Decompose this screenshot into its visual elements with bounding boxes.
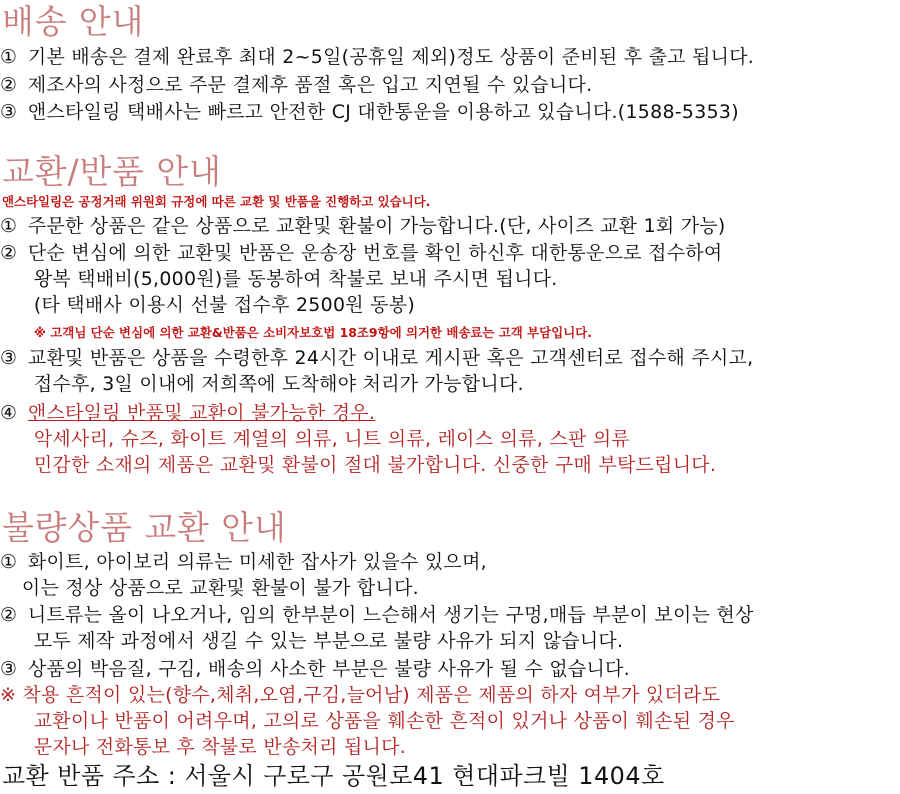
item-number: ① [0,551,18,573]
exchange-item-text: (타 택배사 이용시 선불 접수후 2500원 동봉) [33,294,415,316]
return-address [0,760,900,792]
defect-note-text: ※ 착용 흔적이 있는(향수,체취,오염,구김,늘어남) 제품은 제품의 하자 여부가 있더라도 [0,684,721,706]
defect-item-text: 모두 제작 과정에서 생길 수 있는 부분으로 불량 사유가 되지 않습니다. [33,630,624,652]
item-number: ② [0,242,18,264]
exchange-item-text: 단순 변심에 의한 교환및 반품은 운송장 번호를 확인 하신후 대한통운으로 접수하여 [27,242,723,264]
item-number: ③ [0,347,18,369]
defect-note [0,682,900,760]
defect-section [0,508,900,548]
item-number: ① [0,46,18,68]
defect-item-1 [0,549,900,601]
exchange-notice [0,191,900,213]
defect-item-2 [0,602,900,654]
shipping-item-3 [0,99,900,125]
exchange-item-2 [0,240,900,344]
exchange-item-4 [0,400,900,478]
item-number: ③ [0,101,18,123]
consumer-law-note: ※ 고객님 단순 변심에 의한 교환&반품은 소비자보호법 18조9항에 의거한 배송료는 고객 부담입니다. [33,325,593,340]
exchange-item-text: 주문한 상품은 같은 상품으로 교환및 환불이 가능합니다.(단, 사이즈 교환 1회 가능) [27,215,726,237]
non-returnable-text: 악세사리, 슈즈, 화이트 계열의 의류, 니트 의류, 레이스 의류, 스판 의류 [33,428,630,450]
shipping-title: 배송 안내 [1,2,145,41]
item-number: ④ [0,402,18,424]
shipping-item-text: 제조사의 사정으로 주문 결제후 품절 혹은 입고 지연될 수 있습니다. [27,74,593,96]
item-number: ① [0,215,18,237]
defect-item-text: 이는 정상 상품으로 교환및 환불이 불가 합니다. [21,577,419,599]
non-returnable-text: 민감한 소재의 제품은 교환및 환불이 절대 불가합니다. 신중한 구매 부탁드립니다. [33,454,717,476]
exchange-item-text: 왕복 택배비(5,000원)를 동봉하여 착불로 보내 주시면 됩니다. [33,268,558,290]
shipping-item-text: 앤스타일링 택배사는 빠르고 안전한 CJ 대한통운을 이용하고 있습니다.(1588-5353) [27,101,739,123]
defect-item-text: 상품의 박음질, 구김, 배송의 사소한 부분은 불량 사유가 될 수 없습니다. [27,658,630,680]
item-number: ② [0,74,18,96]
shipping-section [0,2,900,42]
defect-note-text: 문자나 전화통보 후 착불로 반송처리 됩니다. [33,736,407,758]
shipping-item-2 [0,72,900,98]
shipping-item-text: 기본 배송은 결제 완료후 최대 2~5일(공휴일 제외)정도 상품이 준비된 후 출고 됩니다. [27,46,755,68]
defect-item-text: 화이트, 아이보리 의류는 미세한 잡사가 있을수 있으며, [27,551,487,573]
exchange-section [0,152,900,192]
non-returnable-heading: 앤스타일링 반품및 교환이 불가능한 경우. [27,402,376,424]
exchange-title: 교환/반품 안내 [1,152,222,191]
shipping-item-1 [0,44,900,70]
exchange-item-1 [0,213,900,239]
return-address-text: 교환 반품 주소 : 서울시 구로구 공원로41 현대파크빌 1404호 [1,762,665,790]
defect-title: 불량상품 교환 안내 [1,508,287,547]
item-number: ③ [0,658,18,680]
exchange-item-text: 접수후, 3일 이내에 저희쪽에 도착해야 처리가 가능합니다. [33,373,524,395]
exchange-notice-text: 앤스타일링은 공정거래 위원회 규정에 따른 교환 및 반품을 진행하고 있습니다. [1,194,431,209]
defect-item-text: 니트류는 올이 나오거나, 임의 한부분이 느슨해서 생기는 구멍,매듭 부분이 보이는 현상 [27,604,754,626]
defect-note-text: 교환이나 반품이 어려우며, 고의로 상품을 훼손한 흔적이 있거나 상품이 훼손된 경우 [33,710,735,732]
exchange-item-3 [0,345,900,397]
exchange-item-text: 교환및 반품은 상품을 수령한후 24시간 이내로 게시판 혹은 고객센터로 접수해 주시고, [27,347,754,369]
item-number: ② [0,604,18,626]
defect-item-3 [0,656,900,682]
